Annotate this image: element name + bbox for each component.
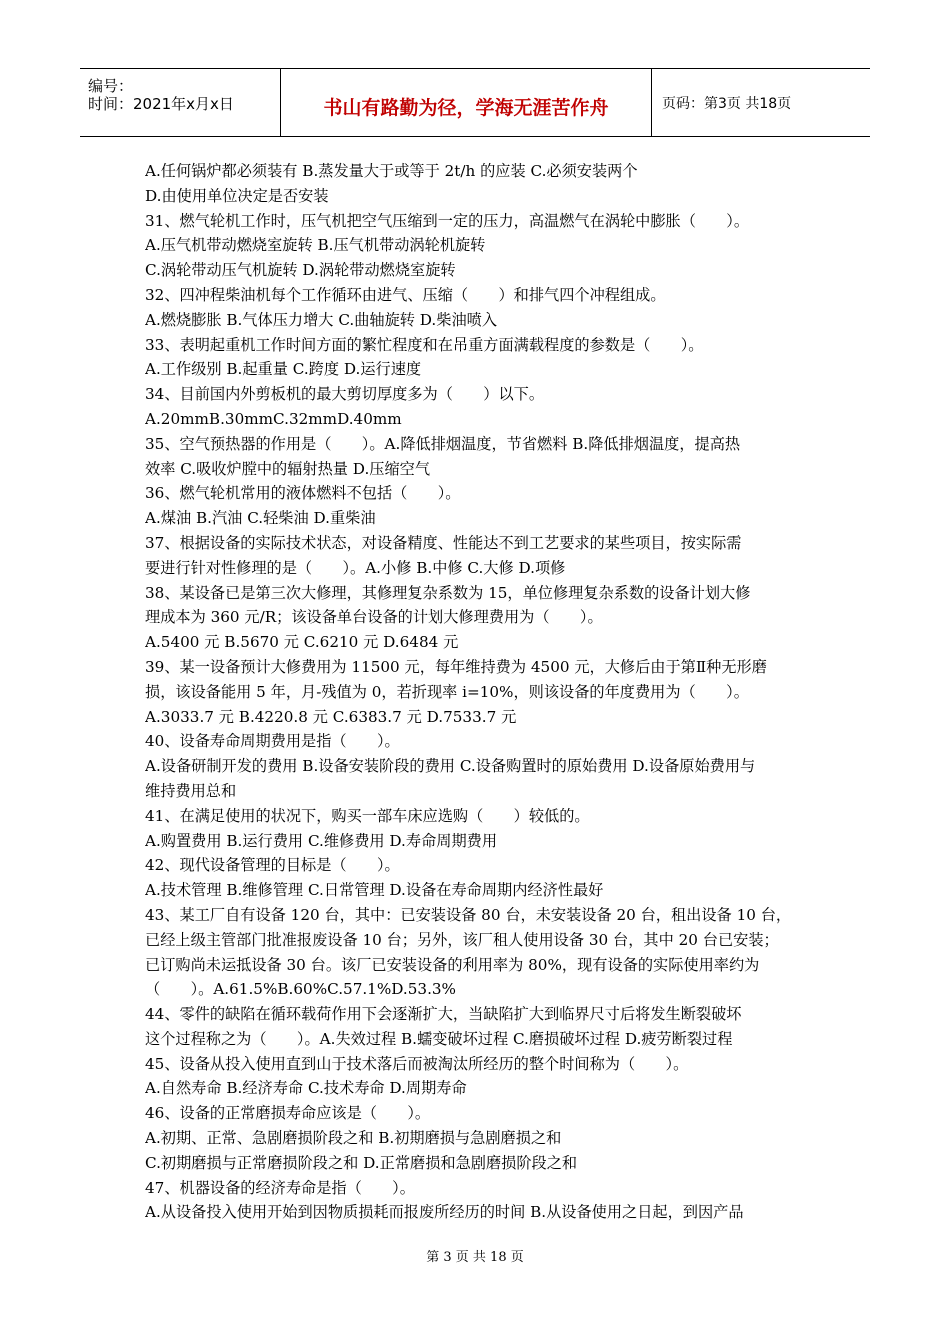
text-line: A.燃烧膨胀 B.气体压力增大 C.曲轴旋转 D.柴油喷入 <box>145 310 498 329</box>
text-line: 34、目前国内外剪板机的最大剪切厚度多为（ ）以下。 <box>145 385 545 404</box>
header-motto: 书山有路勤为径，学海无涯苦作舟 <box>323 97 609 119</box>
text-line: 已订购尚未运抵设备 30 台。该厂已安装设备的利用率为 80%，现有设备的实际使用率约为 <box>145 955 760 974</box>
doc-date: 时间：2021年x月x日 <box>88 95 234 113</box>
text-line: 32、四冲程柴油机每个工作循环由进气、压缩（ ）和排气四个冲程组成。 <box>145 285 666 304</box>
header-motto-cell <box>281 69 652 136</box>
text-line: 损，该设备能用 5 年，月-残值为 0，若折现率 i=10%，则该设备的年度费用为（ ）。 <box>145 682 749 701</box>
text-line: A.5400 元 B.5670 元 C.6210 元 D.6484 元 <box>145 633 459 652</box>
text-line: 要进行针对性修理的是（ ）。A.小修 B.中修 C.大修 D.项修 <box>145 558 566 577</box>
text-line: 35、空气预热器的作用是（ ）。A.降低排烟温度，节省燃料 B.降低排烟温度，提高热 <box>145 434 741 453</box>
page-header <box>80 68 870 137</box>
text-line: A.自然寿命 B.经济寿命 C.技术寿命 D.周期寿命 <box>145 1079 467 1098</box>
doc-number-label: 编号： <box>88 77 134 95</box>
text-line: 45、设备从投入使用直到山于技术落后而被淘汰所经历的整个时间称为（ ）。 <box>145 1054 689 1073</box>
text-line: 36、燃气轮机常用的液体燃料不包括（ ）。 <box>145 484 461 503</box>
text-line: A.设备研制开发的费用 B.设备安装阶段的费用 C.设备购置时的原始费用 D.设备原始费用与 <box>145 757 756 776</box>
text-line: 37、根据设备的实际技术状态，对设备精度、性能达不到工艺要求的某些项目，按实际需 <box>145 533 742 552</box>
text-line: C.涡轮带动压气机旋转 D.涡轮带动燃烧室旋转 <box>145 261 456 280</box>
text-line: 维持费用总和 <box>145 781 237 800</box>
text-line: C.初期磨损与正常磨损阶段之和 D.正常磨损和急剧磨损阶段之和 <box>145 1153 578 1172</box>
text-line: 44、零件的缺陷在循环载荷作用下会逐渐扩大，当缺陷扩大到临界尺寸后将发生断裂破坏 <box>145 1005 742 1024</box>
text-line: A.压气机带动燃烧室旋转 B.压气机带动涡轮机旋转 <box>145 236 486 255</box>
text-line: 31、燃气轮机工作时，压气机把空气压缩到一定的压力，高温燃气在涡轮中膨胀（ ）。 <box>145 211 750 230</box>
text-line: A.购置费用 B.运行费用 C.维修费用 D.寿命周期费用 <box>145 831 498 850</box>
text-line: （ ）。A.61.5%B.60%C.57.1%D.53.3% <box>145 980 456 999</box>
text-line: A.20mmB.30mmC.32mmD.40mm <box>145 409 402 428</box>
text-line: 43、某工厂自有设备 120 台，其中：已安装设备 80 台，未安装设备 20 台，租出设备 10 台， <box>145 905 792 924</box>
text-line: A.任何锅炉都必须装有 B.蒸发量大于或等于 2t/h 的应装 C.必须安装两个 <box>145 162 638 180</box>
text-line: 理成本为 360 元/R；该设备单台设备的计划大修理费用为（ ）。 <box>145 608 603 627</box>
text-line: 40、设备寿命周期费用是指（ ）。 <box>145 732 400 751</box>
page-footer: 第 3 页 共 18 页 <box>426 1250 524 1265</box>
text-line: 41、在满足使用的状况下，购买一部车床应选购（ ）较低的。 <box>145 806 590 825</box>
text-line: A.工作级别 B.起重量 C.跨度 D.运行速度 <box>145 360 422 379</box>
text-line: A.技术管理 B.维修管理 C.日常管理 D.设备在寿命周期内经济性最好 <box>145 881 604 900</box>
text-line: A.煤油 B.汽油 C.轻柴油 D.重柴油 <box>145 509 376 528</box>
text-line: 46、设备的正常磨损寿命应该是（ ）。 <box>145 1104 431 1123</box>
text-line: A.从设备投入使用开始到因物质损耗而报废所经历的时间 B.从设备使用之日起，到因产品 <box>145 1203 744 1222</box>
text-line: A.3033.7 元 B.4220.8 元 C.6383.7 元 D.7533.7 元 <box>145 707 517 726</box>
text-line: 42、现代设备管理的目标是（ ）。 <box>145 856 400 875</box>
text-line: 已经上级主管部门批准报废设备 10 台；另外，该厂租人使用设备 30 台，其中 20 台已安装； <box>145 930 779 949</box>
text-line: 效率 C.吸收炉膛中的辐射热量 D.压缩空气 <box>145 459 431 478</box>
document-body <box>145 159 815 1225</box>
text-line: 这个过程称之为（ ）。A.失效过程 B.蠕变破坏过程 C.磨损破坏过程 D.疲劳断裂过程 <box>145 1029 733 1048</box>
text-line: 38、某设备已是第三次大修理，其修理复杂系数为 15，单位修理复杂系数的设备计划大修 <box>145 583 751 602</box>
text-line: 47、机器设备的经济寿命是指（ ）。 <box>145 1178 415 1197</box>
text-line: D.由使用单位决定是否安装 <box>145 186 329 205</box>
header-meta <box>80 69 281 136</box>
text-line: 33、表明起重机工作时间方面的繁忙程度和在吊重方面满载程度的参数是（ ）。 <box>145 335 704 354</box>
text-line: 39、某一设备预计大修费用为 11500 元，每年维持费为 4500 元，大修后由于第Ⅱ种无形磨 <box>145 657 767 676</box>
header-page-info: 页码：第3页 共18页 <box>662 96 792 112</box>
header-page-cell <box>652 69 870 136</box>
text-line: A.初期、正常、急剧磨损阶段之和 B.初期磨损与急剧磨损之和 <box>145 1129 562 1148</box>
